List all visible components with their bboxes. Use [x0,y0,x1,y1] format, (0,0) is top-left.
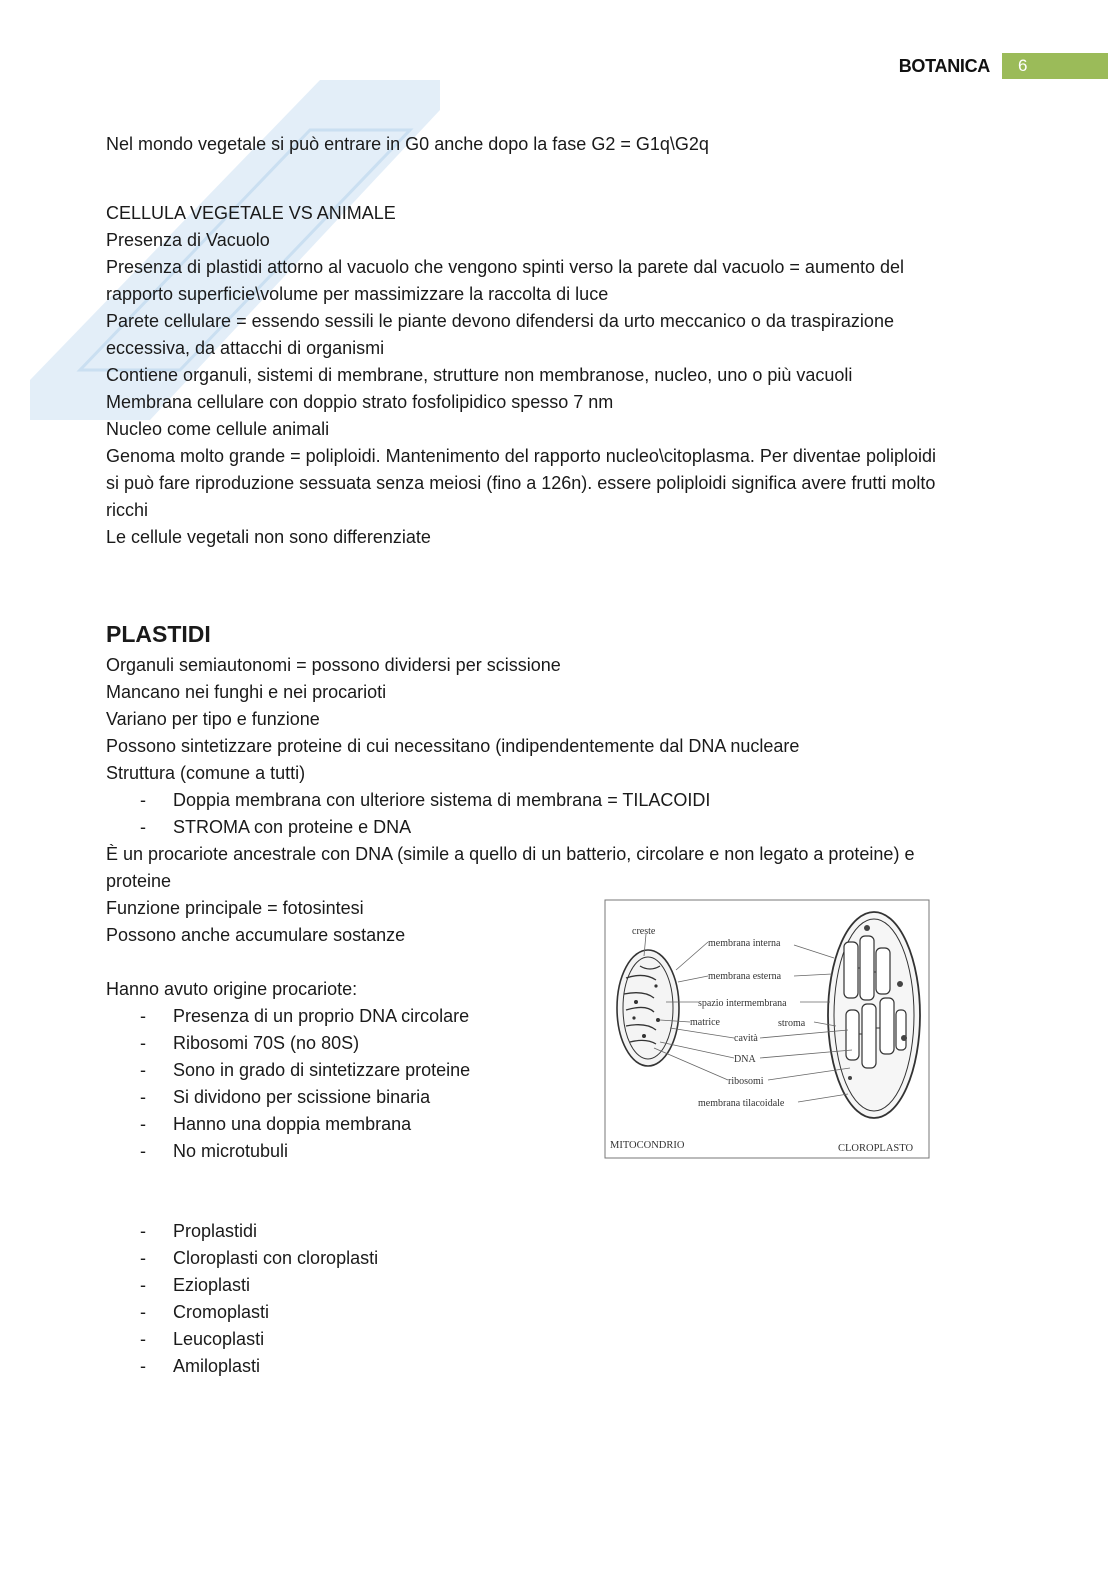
label-creste: creste [632,926,656,937]
dash-bullet: - [140,1248,146,1268]
list-item-text: Cloroplasti con cloroplasti [173,1248,379,1268]
list-item [106,1003,470,1030]
origine-title: Hanno avuto origine procariote: [106,979,358,999]
caption-mitocondrio: MITOCONDRIO [610,1140,685,1151]
dash-bullet: - [140,1060,146,1080]
plastidi-line: Funzione principale = fotosintesi [106,898,364,918]
list-item [106,814,710,841]
list-item [106,1326,378,1353]
plastidi-line: proteine [106,871,172,891]
list-item-text: Cromoplasti [173,1302,270,1322]
cellula-line: eccessiva, da attacchi di organismi [106,338,385,358]
list-item-text: Proplastidi [173,1221,258,1241]
list-item-text: Presenza di un proprio DNA circolare [173,1006,470,1026]
list-item-text: Amiloplasti [173,1356,261,1376]
cellula-section-title: CELLULA VEGETALE VS ANIMALE [106,203,396,223]
list-item [106,1299,378,1326]
cellula-line: Presenza di plastidi attorno al vacuolo che vengono spinti verso la parete dal vacuolo = aumento del [106,257,905,277]
dash-bullet: - [140,1221,146,1241]
label-membrana-tilacoidale: membrana tilacoidale [698,1098,785,1109]
label-matrice: matrice [690,1017,720,1028]
list-item-text: Leucoplasti [173,1329,265,1349]
list-item [106,1057,470,1084]
intro-line: Nel mondo vegetale si può entrare in G0 anche dopo la fase G2 = G1q\G2q [106,134,709,154]
list-item [106,787,710,814]
list-item [106,1030,470,1057]
dash-bullet: - [140,1356,146,1376]
list-item-text: Sono in grado di sintetizzare proteine [173,1060,471,1080]
cellula-line: si può fare riproduzione sessuata senza meiosi (fino a 126n). essere poliploidi significa avere frutti molto [106,473,936,493]
dash-bullet: - [140,1087,146,1107]
list-item-text: Si dividono per scissione binaria [173,1087,431,1107]
list-item [106,1353,378,1380]
plastidi-line: Mancano nei funghi e nei procarioti [106,682,387,702]
label-membrana-esterna: membrana esterna [708,971,782,982]
list-item-text: Ribosomi 70S (no 80S) [173,1033,360,1053]
cellula-line: Le cellule vegetali non sono differenziate [106,527,431,547]
label-ribosomi: ribosomi [728,1076,764,1087]
cellula-line: Genoma molto grande = poliploidi. Mantenimento del rapporto nucleo\citoplasma. Per diventae poliploidi [106,446,936,466]
origine-list [106,1003,470,1165]
dash-bullet: - [140,1114,146,1134]
cellula-line: Presenza di Vacuolo [106,230,270,250]
mitochondrion-drawing [617,950,679,1066]
plastidi-line: Possono anche accumulare sostanze [106,925,406,945]
struttura-list [106,787,710,841]
dash-bullet: - [140,790,146,810]
list-item-text: STROMA con proteine e DNA [173,817,412,837]
list-item-text: Hanno una doppia membrana [173,1114,412,1134]
label-stroma: stroma [778,1018,806,1029]
label-dna: DNA [734,1054,756,1065]
mitochondrion-chloroplast-figure [604,898,930,1160]
cellula-line: Nucleo come cellule animali [106,419,330,439]
list-item [106,1218,378,1245]
plastid-types-list [106,1218,378,1380]
dash-bullet: - [140,1006,146,1026]
list-item [106,1245,378,1272]
dash-bullet: - [140,817,146,837]
list-item-text: Ezioplasti [173,1275,251,1295]
plastidi-line: È un procariote ancestrale con DNA (simile a quello di un batterio, circolare e non legato a proteine) e [106,844,915,864]
cellula-line: Membrana cellulare con doppio strato fosfolipidico spesso 7 nm [106,392,614,412]
cellula-line: Contiene organuli, sistemi di membrane, strutture non membranose, nucleo, uno o più vacuoli [106,365,853,385]
list-item [106,1138,470,1165]
page-header [899,53,1108,79]
dash-bullet: - [140,1141,146,1161]
cellula-line: rapporto superficie\volume per massimizzare la raccolta di luce [106,284,609,304]
page-number: 6 [1004,53,1108,79]
list-item [106,1111,470,1138]
dash-bullet: - [140,1329,146,1349]
plastidi-line: Struttura (comune a tutti) [106,763,306,783]
cellula-line: ricchi [106,500,149,520]
plastidi-line: Organuli semiautonomi = possono dividersi per scissione [106,655,561,675]
chloroplast-drawing [828,912,920,1118]
plastidi-heading: PLASTIDI [106,621,211,647]
label-spazio-intermembrana: spazio intermembrana [698,998,787,1009]
list-item-text: Doppia membrana con ulteriore sistema di membrana = TILACOIDI [173,790,711,810]
dash-bullet: - [140,1033,146,1053]
plastidi-line: Variano per tipo e funzione [106,709,320,729]
dash-bullet: - [140,1275,146,1295]
list-item [106,1272,378,1299]
list-item-text: No microtubuli [173,1141,289,1161]
plastidi-line: Possono sintetizzare proteine di cui necessitano (indipendentemente dal DNA nucleare [106,736,800,756]
header-title: BOTANICA [898,56,990,76]
cellula-line: Parete cellulare = essendo sessili le piante devono difendersi da urto meccanico o da traspirazione [106,311,894,331]
dash-bullet: - [140,1302,146,1322]
label-membrana-interna: membrana interna [708,938,781,949]
label-cavita: cavità [734,1033,758,1044]
list-item [106,1084,470,1111]
caption-cloroplasto: CLOROPLASTO [838,1143,914,1154]
